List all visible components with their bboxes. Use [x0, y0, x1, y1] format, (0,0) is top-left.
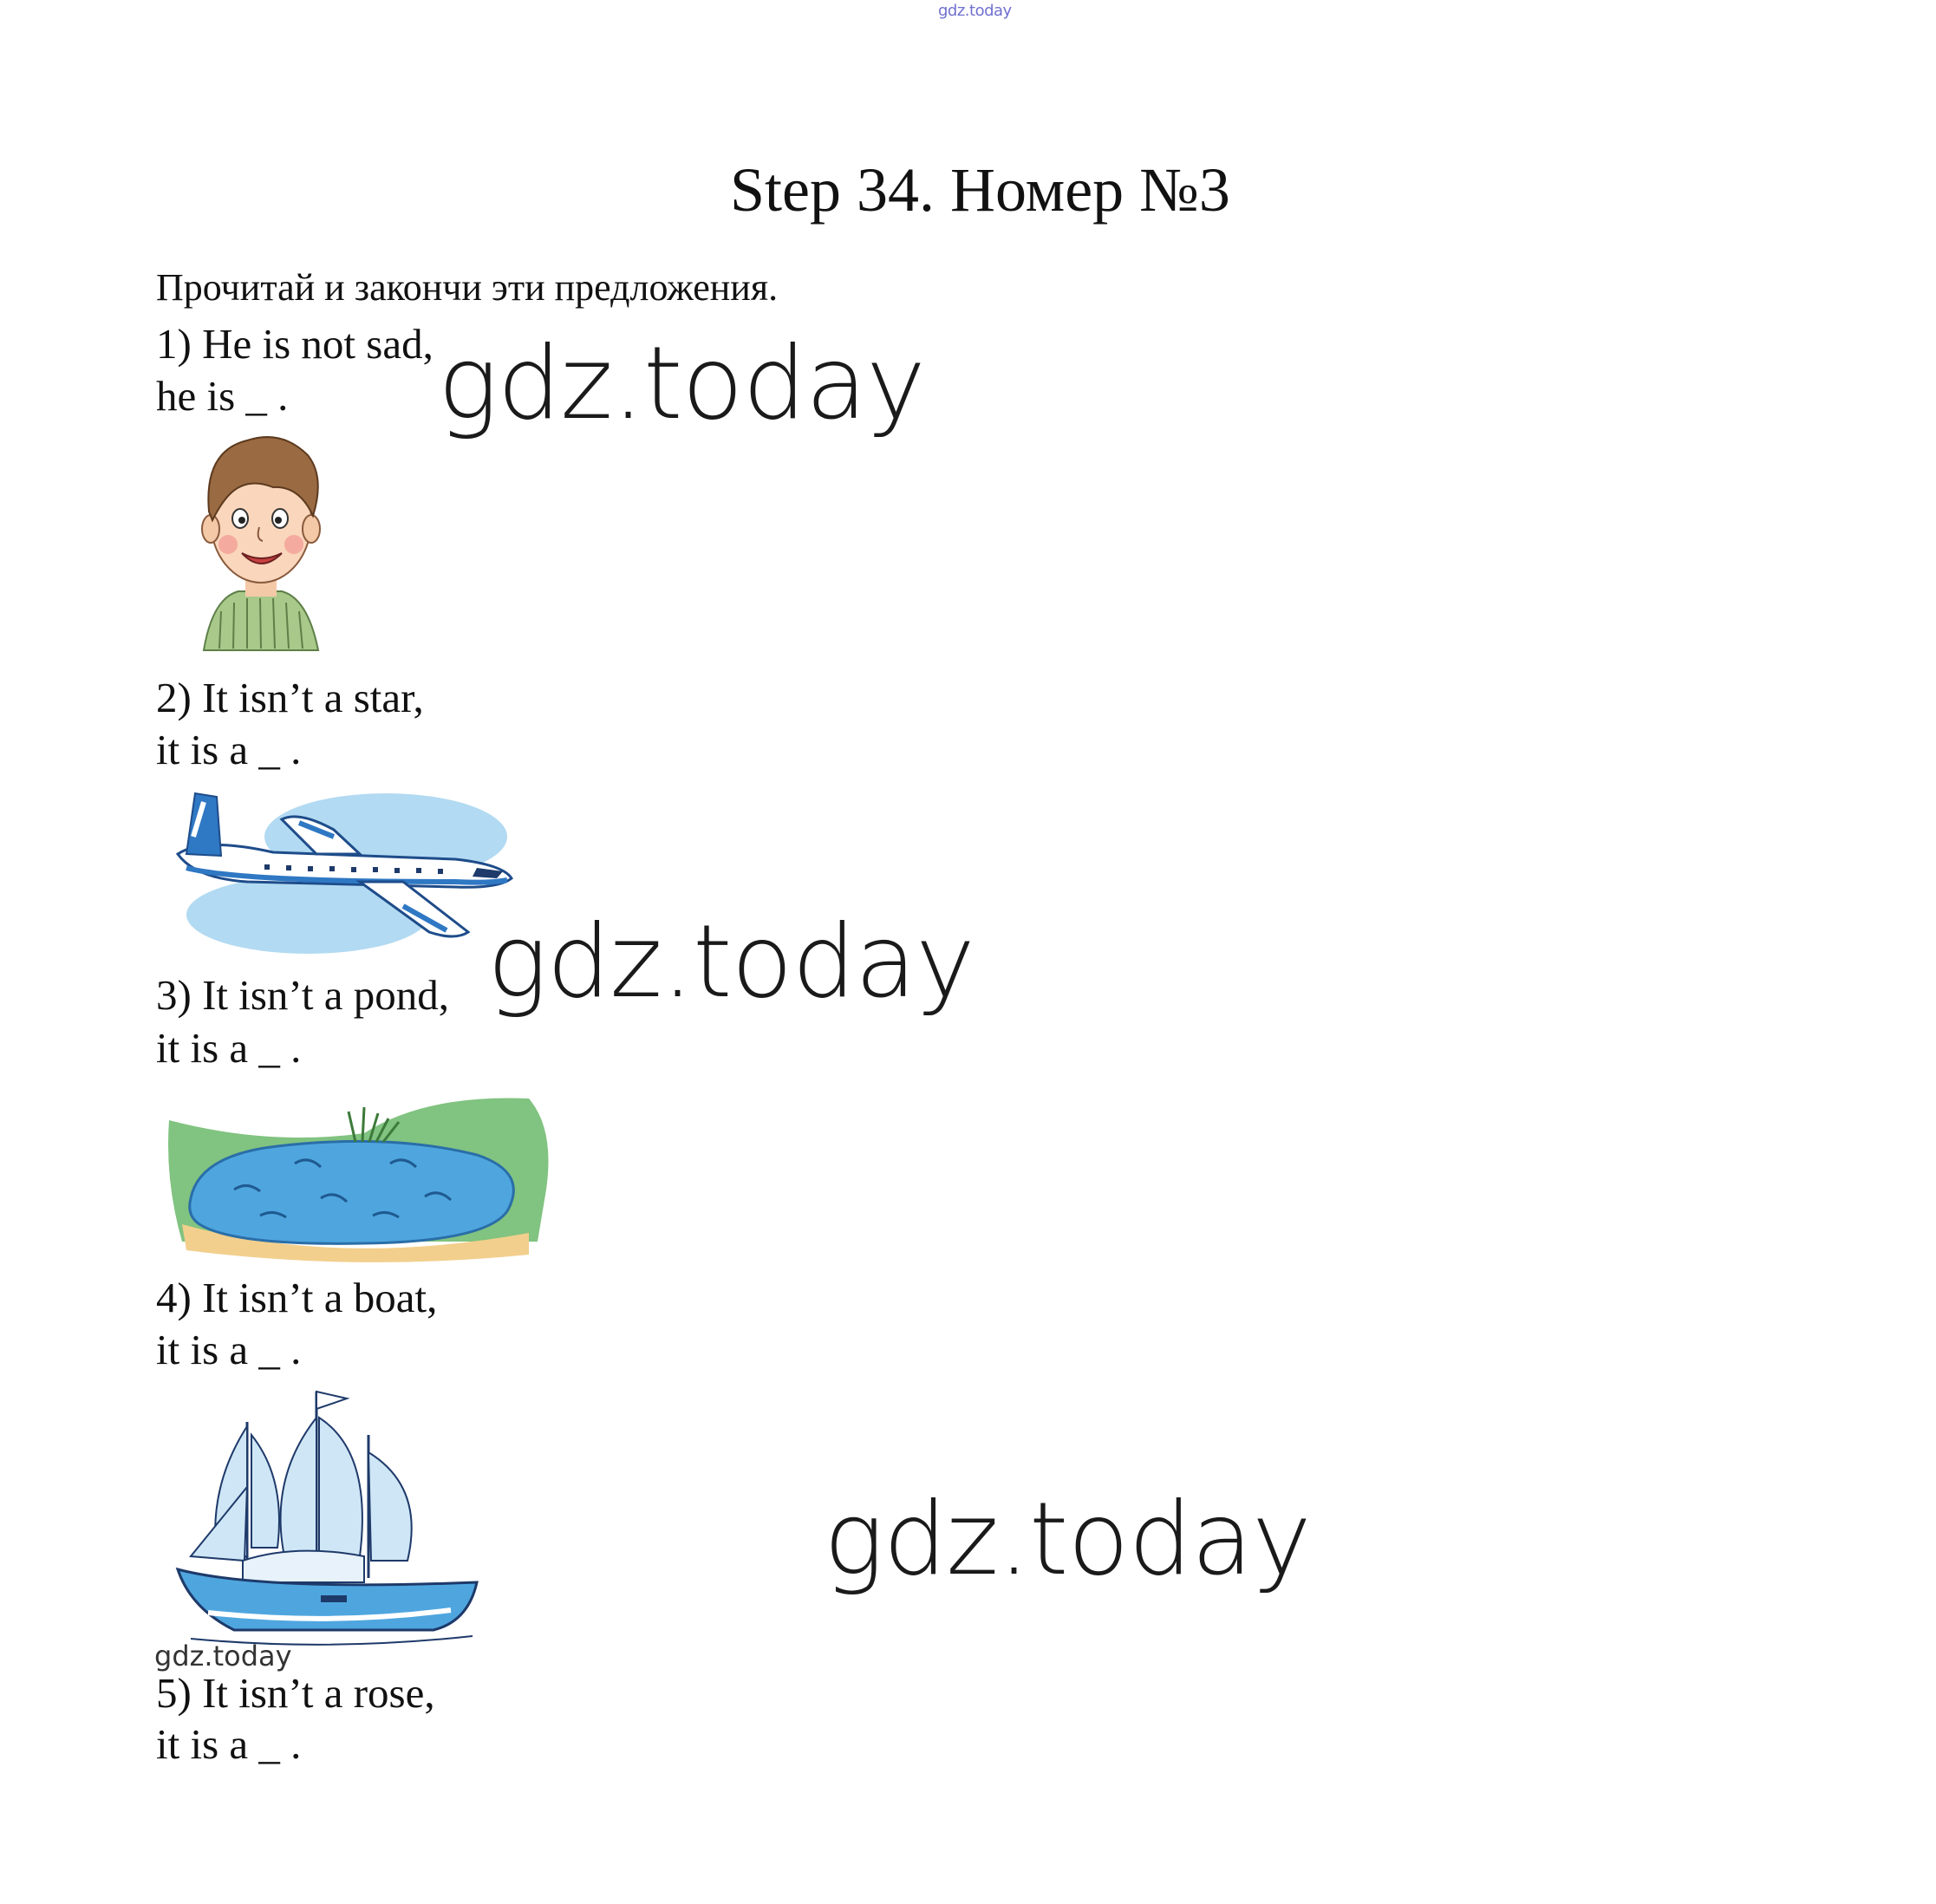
- watermark-3: gdz.today: [824, 1481, 1311, 1598]
- item-1-line-2: he is _ .: [156, 372, 289, 420]
- item-2-line-2: it is a _ .: [156, 726, 302, 773]
- sailing-ship-illustration: [173, 1383, 486, 1647]
- watermark-4: gdz.today: [154, 1640, 292, 1673]
- item-5-line-2: it is a _ .: [156, 1720, 302, 1768]
- item-5-line-1: 5) It isn’t a rose,: [156, 1669, 435, 1717]
- watermark-2: gdz.today: [487, 903, 975, 1020]
- item-4-line-1: 4) It isn’t a boat,: [156, 1274, 438, 1321]
- lake-illustration: [165, 1094, 559, 1263]
- item-3-line-1: 3) It isn’t a pond,: [156, 971, 449, 1019]
- item-2-line-1: 2) It isn’t a star,: [156, 674, 424, 721]
- item-4-line-2: it is a _ .: [156, 1326, 302, 1373]
- smiling-boy-illustration: [186, 425, 334, 655]
- item-3-line-2: it is a _ .: [156, 1024, 302, 1072]
- top-watermark: gdz.today: [938, 2, 1012, 20]
- airplane-illustration: [169, 785, 516, 958]
- instruction-text: Прочитай и закончи эти предложения.: [156, 266, 779, 309]
- page-title: Step 34. Номер №3: [730, 155, 1230, 225]
- watermark-1: gdz.today: [438, 325, 925, 442]
- item-1-line-1: 1) He is not sad,: [156, 320, 433, 368]
